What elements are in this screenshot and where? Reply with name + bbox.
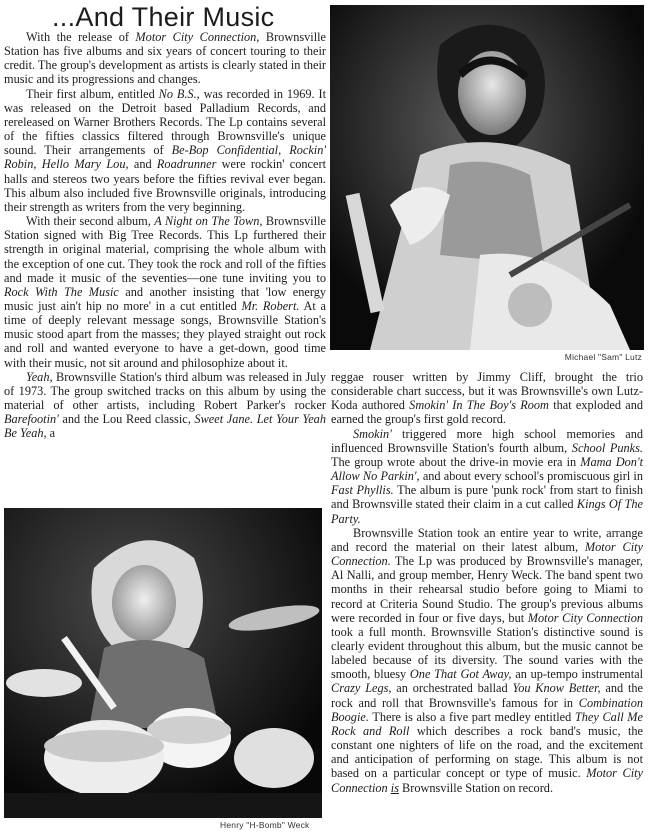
body-text: The group wrote about the drive-in movie era in <box>331 454 581 469</box>
article-paragraph <box>331 526 643 795</box>
italic-title-text: Motor City Connection <box>527 610 643 625</box>
italic-title-text: You Know Better, <box>512 681 601 696</box>
body-text: an up-tempo instrumental <box>511 667 643 682</box>
body-text: were rockin' concert halls and stereos two years before the fifties revival ever began. This album also included five Brownsville originals, introducing their strength as writers from the very beginning. <box>4 157 326 214</box>
drummer-photo-caption: Henry "H-Bomb" Weck <box>220 820 310 830</box>
article-paragraph <box>4 30 326 87</box>
body-text: and the rock and roll that Brownsville's famous for in <box>331 681 643 710</box>
italic-title-text: Barefootin' <box>4 412 59 427</box>
italic-title-text: Smokin' <box>353 426 392 441</box>
italic-title-text: Mama Don't Allow No Parkin', <box>331 454 644 484</box>
body-text: Brownsville Station has five albums and six years of concert touring to their credit. The group's development as artists is clearly stated in their music and its progressions and changes. <box>4 30 326 87</box>
body-text: At a time of deeply relevant message songs, Brownsville Station's music stood apart from the masses; they played straight out rock and roll and wanted everyone to have a get-down, good time with their music, not sit around and philosophize about it. <box>4 298 326 370</box>
italic-title-text: A Night on The Town, <box>154 214 263 229</box>
drummer-photo-graphic <box>4 508 322 818</box>
drummer-photo <box>4 508 322 818</box>
left-column-text <box>4 30 326 441</box>
article-paragraph <box>4 214 326 370</box>
body-text: which describes a rock band's music, the constant one nighters of life on the road, and the excitement and anticipation of performing on stage. This album is not based on a particular concept or type of music. <box>331 723 643 781</box>
body-text: Brownsville Station on record. <box>398 780 554 795</box>
body-text: triggered more high school memories and influenced Brownsville Station's fourth album, <box>331 426 643 455</box>
body-text: a <box>46 426 56 441</box>
italic-title-text: Crazy Legs, <box>331 681 392 696</box>
right-column-text <box>331 370 643 795</box>
italic-title-text: Combination Boogie. <box>331 695 643 724</box>
body-text: and about every school's promiscuous girl in <box>419 469 643 484</box>
italic-title-text: Be-Bop Confidential, Rockin' Robin, Hello Mary Lou, <box>4 143 326 172</box>
italic-title-text: They Call Me Rock and Roll <box>331 709 643 738</box>
italic-title-text: Motor City Connection <box>331 766 644 795</box>
body-text: and <box>128 157 157 172</box>
italic-title-text: Yeah, <box>26 369 53 384</box>
body-text: With the release of <box>26 30 136 44</box>
body-text: and the Lou Reed classic, <box>58 412 195 427</box>
body-text: took a full month. Brownsville Station's distinctive sound is clearly evident throughout this album, but the music cannot be labeled because of its diversity. The sound varies with the smooth, bluesy <box>331 624 643 682</box>
article-paragraph <box>4 370 326 441</box>
italic-title-text: No B.S., <box>158 86 200 101</box>
guitarist-photo-graphic <box>330 5 644 350</box>
body-text: Their first album, entitled <box>26 86 159 101</box>
italic-title-text: Mr. Robert. <box>241 298 300 313</box>
body-text: Brownsville Station took an entire year to write, arrange and record the material on their latest album, <box>331 525 643 554</box>
italic-title-text: School Punks. <box>571 440 644 455</box>
body-text: and another insisting that 'low energy music just ain't hip no more' in a cut entitled <box>4 284 327 313</box>
body-text: that exploded and earned the group's first gold record. <box>331 398 643 427</box>
article-paragraph <box>4 87 326 214</box>
italic-title-text: is <box>390 780 399 795</box>
body-text: reggae rouser written by Jimmy Cliff, brought the trio considerable chart success, but it was Brownsville's own Lutz-Koda authored <box>331 370 643 413</box>
italic-title-text: Roadrunner <box>156 157 217 172</box>
italic-title-text: Kings Of The Party. <box>331 497 643 526</box>
italic-title-text: Sweet Jane. Let Your Yeah Be Yeah, <box>4 412 326 441</box>
body-text: The album is pure 'punk rock' from start to finish and Brownsville stated their claim in a cut called <box>331 483 643 512</box>
italic-title-text: Smokin' In The Boy's Room <box>409 398 549 413</box>
article-paragraph <box>331 370 643 427</box>
article-title: ...And Their Music <box>52 2 275 32</box>
italic-title-text: Motor City Connection, <box>135 30 260 44</box>
body-text: The Lp was produced by Brownsville's manager, Al Nalli, and group member, Henry Weck. The band spent two months in their rehearsal studio before going to Miami to record at Criteria Sound Studio. The group's previous albums were recorded in four or five days, but <box>331 554 643 625</box>
guitarist-photo <box>330 5 644 350</box>
italic-title-text: Rock With The Music <box>4 284 119 299</box>
body-text: was recorded in 1969. It was released on the Detroit based Palladium Records, and rereleased on Warner Brothers Records. The Lp contains several of the fifties classics filtered through Brownsville's unique sound. Their arrangements of <box>4 86 326 158</box>
body-text: Brownsville Station signed with Big Tree Records. This Lp furthered their strength in original material, comprising the whole album with the exception of one cut. They took the rock and roll of the fifties and made it music of the seventies—one tune inviting you to <box>4 214 326 285</box>
guitarist-photo-caption: Michael "Sam" Lutz <box>564 352 642 362</box>
italic-title-text: Fast Phyllis. <box>331 483 394 498</box>
article-paragraph <box>331 427 643 526</box>
italic-title-text: One That Got Away, <box>409 667 512 682</box>
body-text: an orchestrated ballad <box>391 681 513 696</box>
italic-title-text: Motor City Connection. <box>331 539 643 569</box>
body-text: Brownsville Station's third album was released in July of 1973. The group switched tracks on this album by using the material of other artists, including Robert Parker's rocker <box>4 369 326 413</box>
body-text: There is also a five part medley entitled <box>368 709 575 724</box>
body-text: With their second album, <box>26 214 155 229</box>
